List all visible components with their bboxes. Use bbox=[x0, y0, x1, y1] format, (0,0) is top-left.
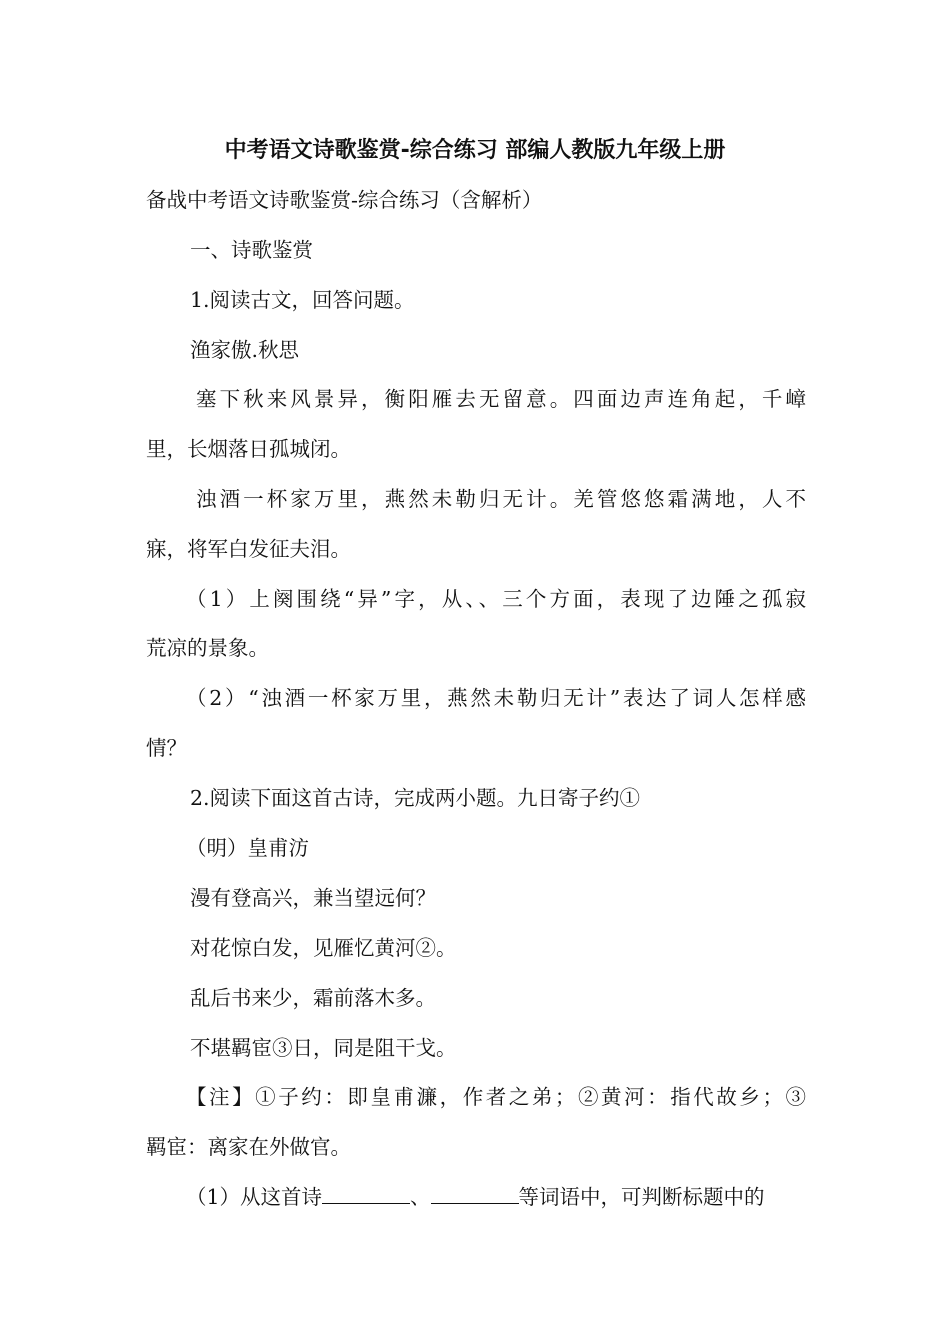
poem-stanza-1-line-2: 里，长烟落日孤城闭。 bbox=[146, 437, 351, 461]
question-2-sub-1-text-3: 等词语中，可判断标题中的 bbox=[518, 1185, 765, 1209]
poem-stanza-2-line-2: 寐，将军白发征夫泪。 bbox=[146, 537, 351, 561]
question-1-sub-2-line-2: 情？ bbox=[146, 736, 187, 760]
question-2-sub-1 bbox=[186, 1183, 765, 1211]
section-heading: 一、诗歌鉴赏 bbox=[190, 238, 313, 262]
answer-blank-2[interactable] bbox=[431, 1183, 519, 1204]
poem-2-line-4: 不堪羁宦③日，同是阻干戈。 bbox=[190, 1036, 457, 1060]
poem-2-line-3: 乱后书来少，霜前落木多。 bbox=[190, 986, 436, 1010]
question-1-sub-2-line-1: （2）“浊酒一杯家万里，燕然未勒归无计”表达了词人怎样感 bbox=[186, 686, 806, 710]
question-1-sub-1-line-2: 荒凉的景象。 bbox=[146, 636, 269, 660]
poem-author: （明）皇甫汸 bbox=[186, 836, 309, 860]
poem-2-line-2: 对花惊白发，见雁忆黄河②。 bbox=[190, 936, 457, 960]
question-1-prompt: 1.阅读古文，回答问题。 bbox=[190, 288, 415, 312]
answer-blank-1[interactable] bbox=[322, 1183, 410, 1204]
note-line-2: 羁宦：离家在外做官。 bbox=[146, 1135, 351, 1159]
poem-title: 渔家傲.秋思 bbox=[190, 338, 300, 362]
poem-stanza-2-line-1: 浊酒一杯家万里，燕然未勒归无计。羌管悠悠霜满地，人不 bbox=[196, 487, 806, 511]
question-2-sub-1-text-2: 、 bbox=[410, 1185, 431, 1209]
question-1-sub-1-line-1: （1）上阕围绕“异”字，从、、三个方面，表现了边陲之孤寂 bbox=[186, 587, 806, 611]
page-title: 中考语文诗歌鉴赏-综合练习 部编人教版九年级上册 bbox=[224, 138, 726, 163]
poem-2-line-1: 漫有登高兴，兼当望远何？ bbox=[190, 886, 436, 910]
question-2-prompt: 2.阅读下面这首古诗，完成两小题。九日寄子约① bbox=[190, 786, 641, 810]
subtitle: 备战中考语文诗歌鉴赏-综合练习（含解析） bbox=[146, 188, 543, 212]
poem-stanza-1-line-1: 塞下秋来风景异，衡阳雁去无留意。四面边声连角起，千嶂 bbox=[196, 387, 806, 411]
note-line-1: 【注】①子约：即皇甫濂，作者之弟；②黄河：指代故乡；③ bbox=[186, 1085, 806, 1109]
question-2-sub-1-text-1: （1）从这首诗 bbox=[186, 1185, 323, 1209]
